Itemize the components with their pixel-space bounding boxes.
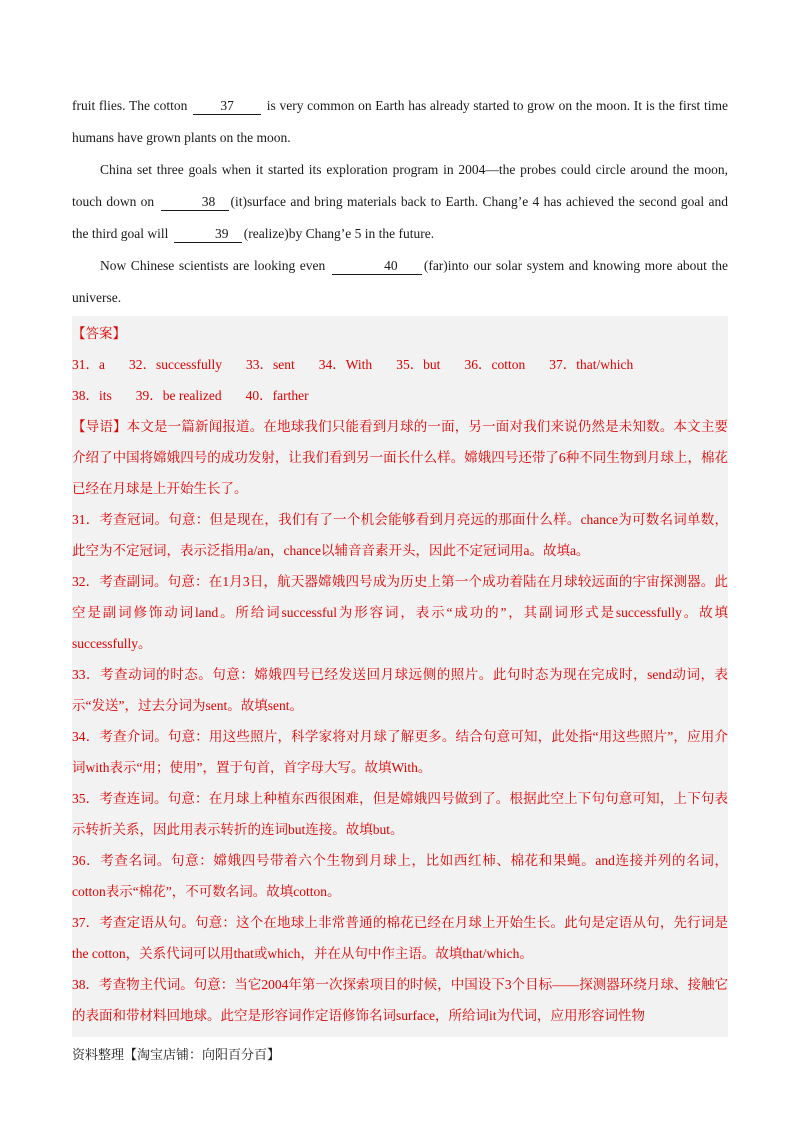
answer-item: 39．be realized xyxy=(135,388,222,403)
blank-39: 39 xyxy=(174,226,242,243)
explanation-37: 37．考查定语从句。句意：这个在地球上非常普通的棉花已经在月球上开始生长。此句是定语从句，先行词是the cotton，关系代词可以用that或which，并在从句中作主语。故填that/which。 xyxy=(72,915,728,961)
explanation-34: 34．考查介词。句意：用这些照片，科学家将对月球了解更多。结合句意可知，此处指“用这些照片”，应用介词with表示“用；使用”，置于句首，首字母大写。故填With。 xyxy=(72,729,728,775)
passage-paragraph-1 xyxy=(72,90,728,154)
explanation-32: 32．考查副词。句意：在1月3日，航天器嫦娥四号成为历史上第一个成功着陆在月球较远面的宇宙探测器。此空是副词修饰动词land。所给词successful为形容词，表示“成功的”，其副词形式是successfully。故填successfully。 xyxy=(72,574,728,651)
answer-section xyxy=(72,316,728,1037)
blank-40: 40 xyxy=(332,258,422,275)
passage-paragraph-2 xyxy=(72,154,728,250)
passage-text: Now Chinese scientists are looking even xyxy=(100,258,330,273)
explanation-38: 38．考查物主代词。句意：当它2004年第一次探索项目的时候，中国设下3个目标——探测器环绕月球、接触它的表面和带材料回地球。此空是形容词作定语修饰名词surface，所给词it为代词，应用形容词性物 xyxy=(72,977,728,1023)
guide-text: 【导语】本文是一篇新闻报道。在地球我们只能看到月球的一面，另一面对我们来说仍然是未知数。本文主要介绍了中国将嫦娥四号的成功发射，让我们看到另一面长什么样。嫦娥四号还带了6种不同生物到月球上，棉花已经在月球是上开始生长了。 xyxy=(72,419,728,496)
passage-text: (realize)by Chang’e 5 in the future. xyxy=(243,226,435,241)
blank-37: 37 xyxy=(193,98,261,115)
answer-item: 40．farther xyxy=(245,388,309,403)
passage-text: China set three goals when it started its exploration program in 2004—the probes could circle around the moon, touch down on xyxy=(72,162,728,209)
explanation-31: 31．考查冠词。句意：但是现在，我们有了一个机会能够看到月亮远的那面什么样。chance为可数名词单数，此空为不定冠词，表示泛指用a/an，chance以辅音音素开头，因此不定冠词用a。故填a。 xyxy=(72,512,728,558)
answer-item: 38．its xyxy=(72,388,112,403)
answer-row-2 xyxy=(72,380,728,411)
answer-item: 36．cotton xyxy=(464,357,526,372)
passage-text: (it)surface and bring materials back to Earth. Chang’e 4 has achieved the second goal and the third goal will xyxy=(72,194,729,241)
passage-text: (far)into our solar system and knowing more about the universe. xyxy=(72,258,728,305)
answer-item: 37．that/which xyxy=(549,357,634,372)
answer-item: 31．a xyxy=(72,357,105,372)
passage-paragraph-3 xyxy=(72,250,728,314)
explanation-36: 36．考查名词。句意：嫦娥四号带着六个生物到月球上，比如西红柿、棉花和果蝇。and连接并列的名词，cotton表示“棉花”，不可数名词。故填cotton。 xyxy=(72,853,728,899)
explanation-35: 35．考查连词。句意：在月球上种植东西很困难，但是嫦娥四号做到了。根据此空上下句句意可知，上下句表示转折关系，因此用表示转折的连词but连接。故填but。 xyxy=(72,791,728,837)
answer-row-1 xyxy=(72,349,728,380)
passage-text: fruit flies. The cotton xyxy=(72,98,192,113)
blank-38: 38 xyxy=(161,194,229,211)
explanation-33: 33．考查动词的时态。句意：嫦娥四号已经发送回月球远侧的照片。此句时态为现在完成时，send动词，表示“发送”，过去分词为sent。故填sent。 xyxy=(72,667,728,713)
answer-heading: 【答案】 xyxy=(72,326,126,341)
page-footer: 资料整理【淘宝店铺：向阳百分百】 xyxy=(72,1048,281,1063)
answer-item: 35．but xyxy=(396,357,441,372)
answer-item: 33．sent xyxy=(245,357,295,372)
document-page xyxy=(72,90,728,1037)
answer-item: 32．successfully xyxy=(129,357,222,372)
answer-item: 34．With xyxy=(318,357,373,372)
passage-text: is very common on Earth has already started to grow on the moon. It is the first time humans have grown plants on the moon. xyxy=(72,98,728,145)
